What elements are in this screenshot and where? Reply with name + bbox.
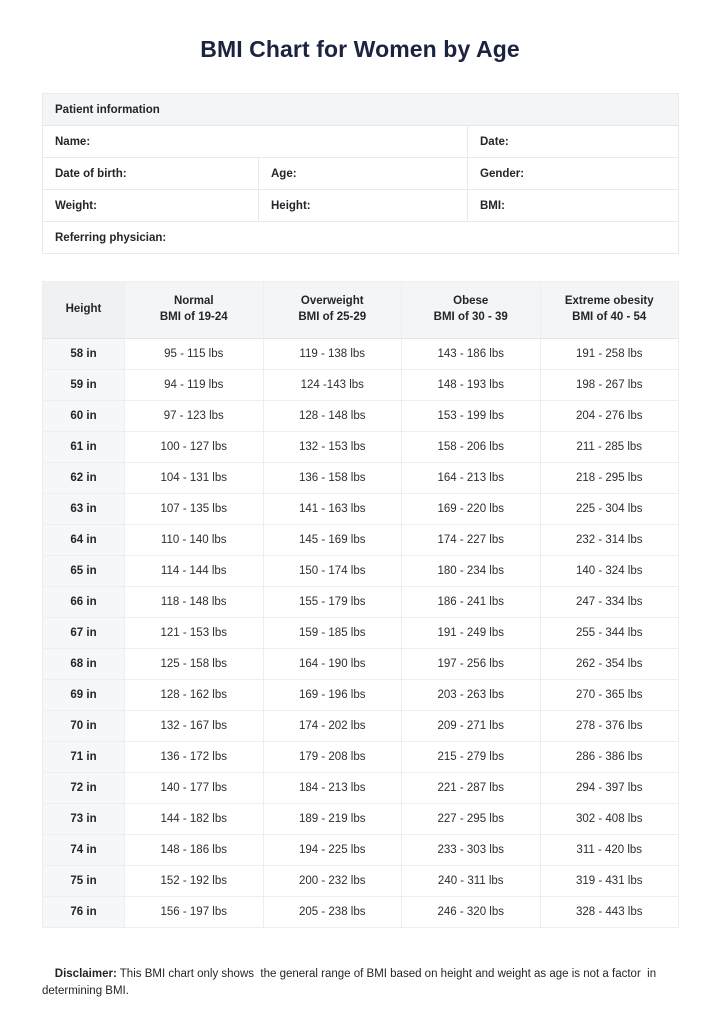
weight-range-cell: 209 - 271 lbs [402,710,541,741]
weight-range-cell: 169 - 220 lbs [402,493,541,524]
weight-range-cell: 114 - 144 lbs [125,555,264,586]
height-cell: 74 in [43,834,125,865]
weight-range-cell: 156 - 197 lbs [125,896,264,927]
weight-range-cell: 200 - 232 lbs [263,865,402,896]
weight-range-cell: 233 - 303 lbs [402,834,541,865]
field-referring-physician[interactable]: Referring physician: [43,222,679,254]
weight-range-cell: 255 - 344 lbs [540,617,679,648]
weight-range-cell: 152 - 192 lbs [125,865,264,896]
weight-range-cell: 95 - 115 lbs [125,338,264,369]
weight-range-cell: 194 - 225 lbs [263,834,402,865]
weight-range-cell: 197 - 256 lbs [402,648,541,679]
weight-range-cell: 132 - 153 lbs [263,431,402,462]
weight-range-cell: 319 - 431 lbs [540,865,679,896]
weight-range-cell: 294 - 397 lbs [540,772,679,803]
weight-range-cell: 198 - 267 lbs [540,369,679,400]
bmi-table-body [43,338,679,927]
bmi-range-table [42,281,679,928]
weight-range-cell: 155 - 179 lbs [263,586,402,617]
weight-range-cell: 221 - 287 lbs [402,772,541,803]
weight-range-cell: 148 - 193 lbs [402,369,541,400]
bmi-table-header-row [43,282,679,339]
bmi-column-header-sublabel: BMI of 25-29 [298,311,367,324]
table-row [43,772,679,803]
weight-range-cell: 104 - 131 lbs [125,462,264,493]
bmi-table-head [43,282,679,339]
weight-range-cell: 158 - 206 lbs [402,431,541,462]
height-cell: 59 in [43,369,125,400]
weight-range-cell: 174 - 202 lbs [263,710,402,741]
table-row [43,555,679,586]
table-row [43,803,679,834]
weight-range-cell: 136 - 158 lbs [263,462,402,493]
patient-information-header-row [43,94,679,126]
weight-range-cell: 145 - 169 lbs [263,524,402,555]
patient-row-physician [43,222,679,254]
patient-row-measurements [43,190,679,222]
height-cell: 68 in [43,648,125,679]
bmi-column-header-label: Extreme obesity [564,295,654,307]
weight-range-cell: 169 - 196 lbs [263,679,402,710]
height-cell: 64 in [43,524,125,555]
weight-range-cell: 150 - 174 lbs [263,555,402,586]
bmi-column-header-0 [43,282,125,339]
height-cell: 75 in [43,865,125,896]
weight-range-cell: 225 - 304 lbs [540,493,679,524]
bmi-column-header-label: Overweight [300,295,364,307]
height-cell: 69 in [43,679,125,710]
table-row [43,431,679,462]
table-row [43,493,679,524]
weight-range-cell: 100 - 127 lbs [125,431,264,462]
weight-range-cell: 218 - 295 lbs [540,462,679,493]
height-cell: 71 in [43,741,125,772]
weight-range-cell: 278 - 376 lbs [540,710,679,741]
field-height[interactable]: Height: [259,190,468,222]
weight-range-cell: 94 - 119 lbs [125,369,264,400]
weight-range-cell: 311 - 420 lbs [540,834,679,865]
height-cell: 63 in [43,493,125,524]
weight-range-cell: 159 - 185 lbs [263,617,402,648]
weight-range-cell: 191 - 249 lbs [402,617,541,648]
weight-range-cell: 240 - 311 lbs [402,865,541,896]
table-row [43,369,679,400]
weight-range-cell: 97 - 123 lbs [125,400,264,431]
table-row [43,617,679,648]
weight-range-cell: 110 - 140 lbs [125,524,264,555]
weight-range-cell: 189 - 219 lbs [263,803,402,834]
weight-range-cell: 119 - 138 lbs [263,338,402,369]
weight-range-cell: 246 - 320 lbs [402,896,541,927]
table-row [43,710,679,741]
height-cell: 65 in [43,555,125,586]
weight-range-cell: 144 - 182 lbs [125,803,264,834]
weight-range-cell: 141 - 163 lbs [263,493,402,524]
bmi-column-header-label: Height [65,303,102,316]
weight-range-cell: 302 - 408 lbs [540,803,679,834]
weight-range-cell: 174 - 227 lbs [402,524,541,555]
weight-range-cell: 203 - 263 lbs [402,679,541,710]
weight-range-cell: 140 - 324 lbs [540,555,679,586]
weight-range-cell: 180 - 234 lbs [402,555,541,586]
table-row [43,741,679,772]
weight-range-cell: 232 - 314 lbs [540,524,679,555]
height-cell: 76 in [43,896,125,927]
bmi-column-header-sublabel: BMI of 19-24 [159,311,228,324]
weight-range-cell: 328 - 443 lbs [540,896,679,927]
bmi-column-header-1 [125,282,264,339]
disclaimer-text: This BMI chart only shows the general range of BMI based on height and weight as age is not a factor in determining BMI. [42,968,660,997]
bmi-column-header-2 [263,282,402,339]
weight-range-cell: 186 - 241 lbs [402,586,541,617]
height-cell: 72 in [43,772,125,803]
bmi-column-header-3 [402,282,541,339]
weight-range-cell: 247 - 334 lbs [540,586,679,617]
weight-range-cell: 125 - 158 lbs [125,648,264,679]
table-row [43,338,679,369]
weight-range-cell: 205 - 238 lbs [263,896,402,927]
bmi-column-header-label: Normal [173,295,214,307]
weight-range-cell: 164 - 213 lbs [402,462,541,493]
patient-information-label: Patient information [43,94,679,126]
field-gender[interactable]: Gender: [468,158,679,190]
field-bmi[interactable]: BMI: [468,190,679,222]
patient-row-name [43,126,679,158]
weight-range-cell: 270 - 365 lbs [540,679,679,710]
weight-range-cell: 132 - 167 lbs [125,710,264,741]
patient-information-table [42,93,679,254]
table-row [43,462,679,493]
table-row [43,834,679,865]
bmi-column-header-sublabel: BMI of 30 - 39 [433,311,508,324]
table-row [43,896,679,927]
page-title: BMI Chart for Women by Age [200,36,520,62]
height-cell: 60 in [43,400,125,431]
height-cell: 67 in [43,617,125,648]
weight-range-cell: 262 - 354 lbs [540,648,679,679]
disclaimer [42,950,674,1016]
table-row [43,679,679,710]
patient-row-dob [43,158,679,190]
field-date[interactable]: Date: [468,126,679,158]
field-date-of-birth[interactable]: Date of birth: [43,158,259,190]
table-row [43,586,679,617]
bmi-column-header-label: Obese [453,295,489,307]
weight-range-cell: 227 - 295 lbs [402,803,541,834]
weight-range-cell: 140 - 177 lbs [125,772,264,803]
field-name[interactable]: Name: [43,126,468,158]
height-cell: 62 in [43,462,125,493]
weight-range-cell: 148 - 186 lbs [125,834,264,865]
weight-range-cell: 107 - 135 lbs [125,493,264,524]
bmi-column-header-sublabel: BMI of 40 - 54 [572,311,647,324]
weight-range-cell: 143 - 186 lbs [402,338,541,369]
weight-range-cell: 124 -143 lbs [263,369,402,400]
weight-range-cell: 153 - 199 lbs [402,400,541,431]
field-age[interactable]: Age: [259,158,468,190]
height-cell: 61 in [43,431,125,462]
height-cell: 73 in [43,803,125,834]
weight-range-cell: 191 - 258 lbs [540,338,679,369]
table-row [43,524,679,555]
field-weight[interactable]: Weight: [43,190,259,222]
height-cell: 70 in [43,710,125,741]
weight-range-cell: 179 - 208 lbs [263,741,402,772]
weight-range-cell: 204 - 276 lbs [540,400,679,431]
weight-range-cell: 215 - 279 lbs [402,741,541,772]
weight-range-cell: 184 - 213 lbs [263,772,402,803]
bmi-column-header-4 [540,282,679,339]
weight-range-cell: 118 - 148 lbs [125,586,264,617]
weight-range-cell: 121 - 153 lbs [125,617,264,648]
weight-range-cell: 136 - 172 lbs [125,741,264,772]
height-cell: 58 in [43,338,125,369]
weight-range-cell: 128 - 148 lbs [263,400,402,431]
weight-range-cell: 286 - 386 lbs [540,741,679,772]
table-row [43,400,679,431]
weight-range-cell: 164 - 190 lbs [263,648,402,679]
height-cell: 66 in [43,586,125,617]
table-row [43,648,679,679]
weight-range-cell: 211 - 285 lbs [540,431,679,462]
weight-range-cell: 128 - 162 lbs [125,679,264,710]
table-row [43,865,679,896]
disclaimer-label: Disclaimer: [54,968,117,981]
